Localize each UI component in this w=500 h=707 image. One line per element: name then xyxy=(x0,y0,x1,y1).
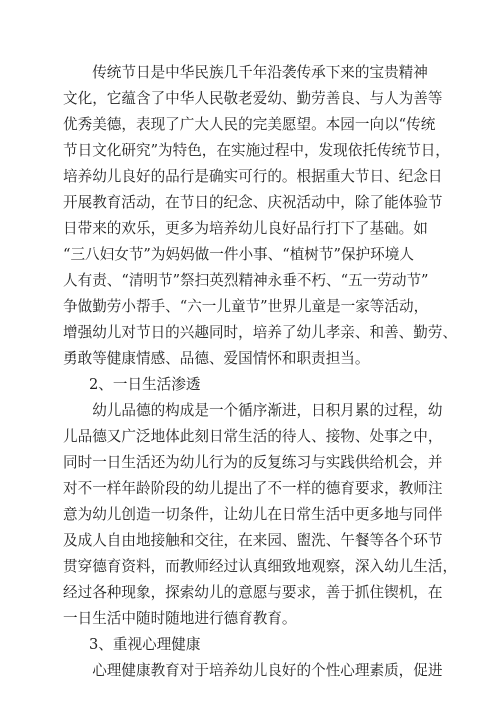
body-paragraph xyxy=(63,658,441,684)
text-line: 一日生活中随时随地进行德育教育。 xyxy=(63,610,297,627)
text-line: 优秀美德，表现了广大人民的完美愿望。本园一向以“传统 xyxy=(63,116,436,133)
text-line: 儿品德又广泛地体此刻日常生活的待人、接物、处事之中， xyxy=(63,428,443,445)
text-line: 开展教育活动，在节日的纪念、庆祝活动中，除了能体验节 xyxy=(63,194,443,211)
text-line: 同时一日生活还为幼儿行为的反复练习与实践供给机会，并 xyxy=(63,454,443,471)
document-body xyxy=(63,60,458,684)
text-line: 对不一样年龄阶段的幼儿提出了不一样的德育要求，教师注 xyxy=(63,480,443,497)
text-line: 幼儿品德的构成是一个循序渐进，日积月累的过程，幼 xyxy=(63,402,443,419)
text-line: 文化，它蕴含了中华人民敬老爱幼、勤劳善良、与人为善等 xyxy=(63,90,443,107)
text-line: 增强幼儿对节日的兴趣同时，培养了幼儿孝亲、和善、勤劳、 xyxy=(63,324,458,341)
text-line: 2、一日生活渗透 xyxy=(89,376,201,393)
text-line: 争做勤劳小帮手、“六一儿童节”世界儿童是一家等活动， xyxy=(63,298,429,315)
text-line: 勇敢等健康情感、品德、爱国情怀和职责担当。 xyxy=(63,350,370,367)
text-line: 心理健康教育对于培养幼儿良好的个性心理素质，促进 xyxy=(63,662,443,679)
text-line: 经过各种现象，探索幼儿的意愿与要求，善于抓住锲机，在 xyxy=(63,584,443,601)
body-paragraph xyxy=(63,398,458,632)
text-line: 意为幼儿创造一切条件，让幼儿在日常生活中更多地与同伴 xyxy=(63,506,443,523)
text-line: 培养幼儿良好的品行是确实可行的。根据重大节日、纪念日 xyxy=(63,168,443,185)
text-line: “三八妇女节”为妈妈做一件小事、“植树节”保护环境人 xyxy=(63,246,414,263)
text-line: 人有责、“清明节”祭扫英烈精神永垂不朽、“五一劳动节” xyxy=(63,272,429,289)
section-heading xyxy=(63,632,441,658)
text-line: 传统节日是中华民族几千年沿袭传承下来的宝贵精神 xyxy=(63,64,428,81)
text-line: 节日文化研究”为特色，在实施过程中，发现依托传统节日， xyxy=(63,142,450,159)
text-line: 日带来的欢乐，更多为培养幼儿良好品行打下了基础。如 xyxy=(63,220,428,237)
text-line: 贯穿德育资料，而教师经过认真细致地观察，深入幼儿生活， xyxy=(63,558,458,575)
body-paragraph xyxy=(63,60,458,372)
text-line: 3、重视心理健康 xyxy=(89,636,201,653)
section-heading xyxy=(63,372,441,398)
text-line: 及成人自由地接触和交往，在来园、盥洗、午餐等各个环节 xyxy=(63,532,443,549)
